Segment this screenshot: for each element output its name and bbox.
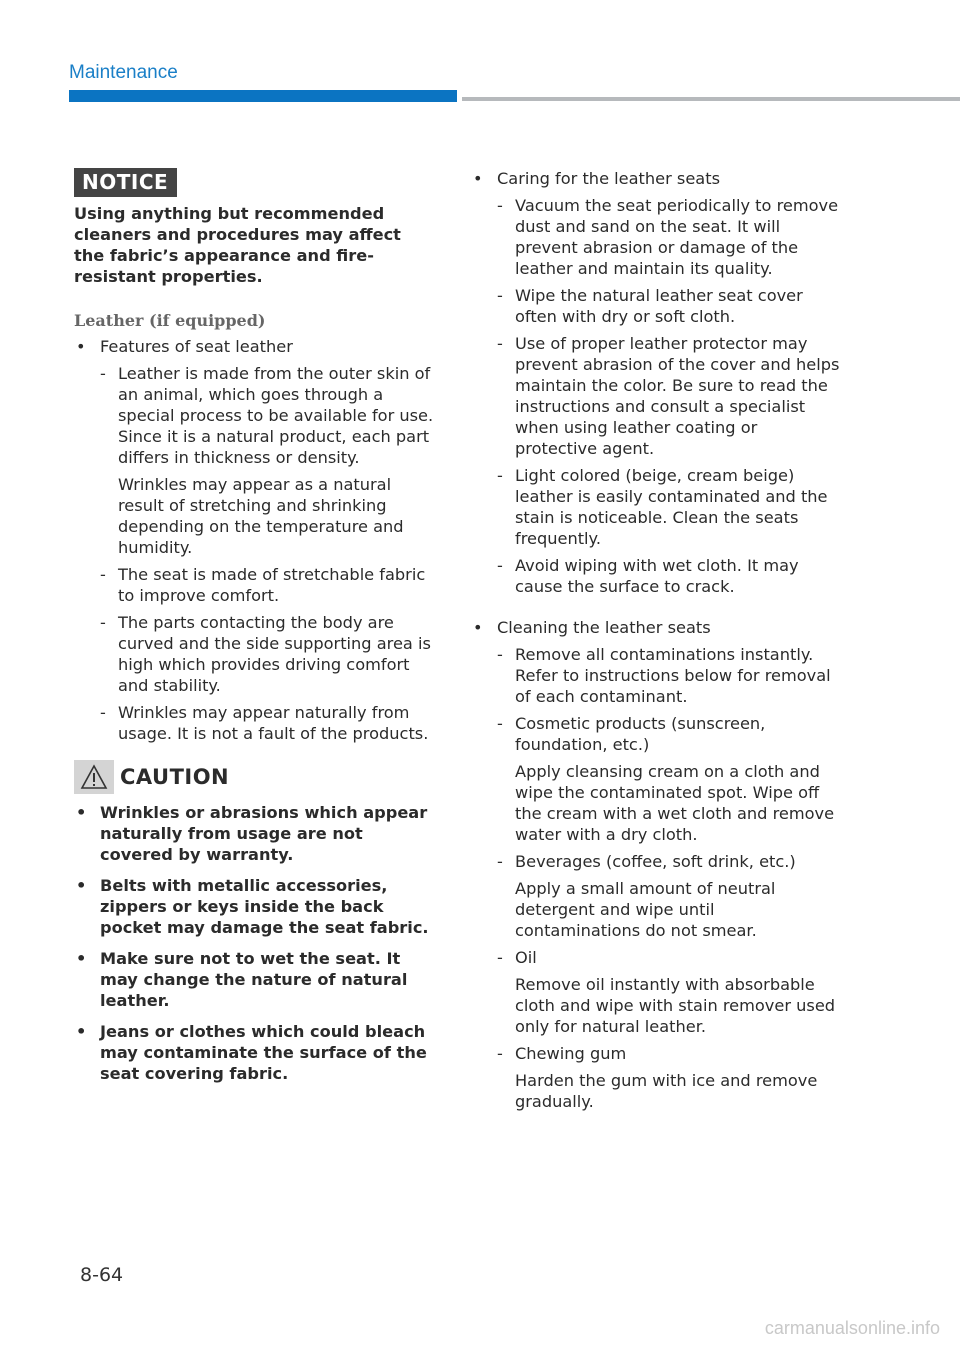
list-item: • Jeans or clothes which could bleach may contaminate the surface of the seat covering fabric. <box>74 1021 436 1084</box>
leather-heading: Leather (if equipped) <box>74 311 266 330</box>
header-bar-gray <box>462 97 960 101</box>
cleaning-sublist <box>497 644 843 1112</box>
list-item <box>74 336 436 744</box>
list-item: - Use of proper leather protector may prevent abrasion of the cover and helps maintain the color. Be sure to read the instructions and consult a specialist when using leather coating or protective agent. <box>497 333 843 459</box>
care-list <box>471 168 843 1112</box>
cleaning-item-detail: Apply cleansing cream on a cloth and wipe the contaminated spot. Wipe off the cream with a wet cloth and remove water with a dry cloth. <box>515 762 835 844</box>
list-item: - Vacuum the seat periodically to remove dust and sand on the seat. It will prevent abrasion or damage of the leather and maintain its quality. <box>497 195 843 279</box>
list-item <box>497 644 843 707</box>
feature-text: Leather is made from the outer skin of an animal, which goes through a special process to be available for use. Since it is a natural product, each part differs in thickness or density. <box>118 364 434 467</box>
right-column <box>471 168 843 1118</box>
list-item: - The seat is made of stretchable fabric to improve comfort. <box>100 564 436 606</box>
list-item: - Avoid wiping with wet cloth. It may cause the surface to crack. <box>497 555 843 597</box>
list-item: • Wrinkles or abrasions which appear naturally from usage are not covered by warranty. <box>74 802 436 865</box>
caring-sublist <box>497 195 843 597</box>
cleaning-item-text: Cosmetic products (sunscreen, foundation, etc.) <box>515 714 766 754</box>
warning-triangle-icon <box>74 760 114 794</box>
header-section-title: Maintenance <box>69 62 178 83</box>
list-item <box>471 617 843 1112</box>
notice-box <box>74 168 436 287</box>
features-sublist <box>100 363 436 744</box>
list-item: • Belts with metallic accessories, zippers or keys inside the back pocket may damage the seat fabric. <box>74 875 436 938</box>
cleaning-title: Cleaning the leather seats <box>497 618 711 637</box>
features-title: Features of seat leather <box>100 337 293 356</box>
watermark-link[interactable]: carmanualsonline.info <box>764 1318 940 1338</box>
leather-list <box>74 336 436 744</box>
caution-title: CAUTION <box>120 765 230 789</box>
list-item: • Make sure not to wet the seat. It may change the nature of natural leather. <box>74 948 436 1011</box>
list-item: - The parts contacting the body are curved and the side supporting area is high which provides driving comfort and stability. <box>100 612 436 696</box>
feature-note: Wrinkles may appear as a natural result of stretching and shrinking depending on the temperature and humidity. <box>118 475 404 557</box>
cleaning-item-detail: Apply a small amount of neutral detergent and wipe until contaminations do not smear. <box>515 879 776 940</box>
caution-header <box>74 760 436 794</box>
cleaning-item-text: Remove all contaminations instantly. Refer to instructions below for removal of each contaminant. <box>515 645 831 706</box>
list-item <box>497 851 843 941</box>
list-item: - Wipe the natural leather seat cover often with dry or soft cloth. <box>497 285 843 327</box>
list-item <box>471 168 843 597</box>
cleaning-item-detail: Remove oil instantly with absorbable cloth and wipe with stain remover used only for natural leather. <box>515 975 836 1036</box>
list-item <box>497 713 843 845</box>
notice-label: NOTICE <box>74 168 177 197</box>
list-item <box>497 947 843 1037</box>
cleaning-item-detail: Harden the gum with ice and remove gradually. <box>515 1071 818 1111</box>
header-bar-blue <box>69 90 457 102</box>
left-column <box>74 168 436 1094</box>
page-number: 8-64 <box>80 1264 124 1286</box>
list-item: - Wrinkles may appear naturally from usage. It is not a fault of the products. <box>100 702 436 744</box>
cleaning-item-text: Chewing gum <box>515 1044 627 1063</box>
caring-title: Caring for the leather seats <box>497 169 721 188</box>
cleaning-item-text: Beverages (coffee, soft drink, etc.) <box>515 852 796 871</box>
notice-text: Using anything but recommended cleaners and procedures may affect the fabric’s appearance and fire-resistant properties. <box>74 204 401 286</box>
cleaning-item-text: Oil <box>515 948 537 967</box>
list-item: - Light colored (beige, cream beige) leather is easily contaminated and the stain is noticeable. Clean the seats frequently. <box>497 465 843 549</box>
list-item <box>497 1043 843 1112</box>
list-item <box>100 363 436 558</box>
caution-list <box>74 802 436 1084</box>
